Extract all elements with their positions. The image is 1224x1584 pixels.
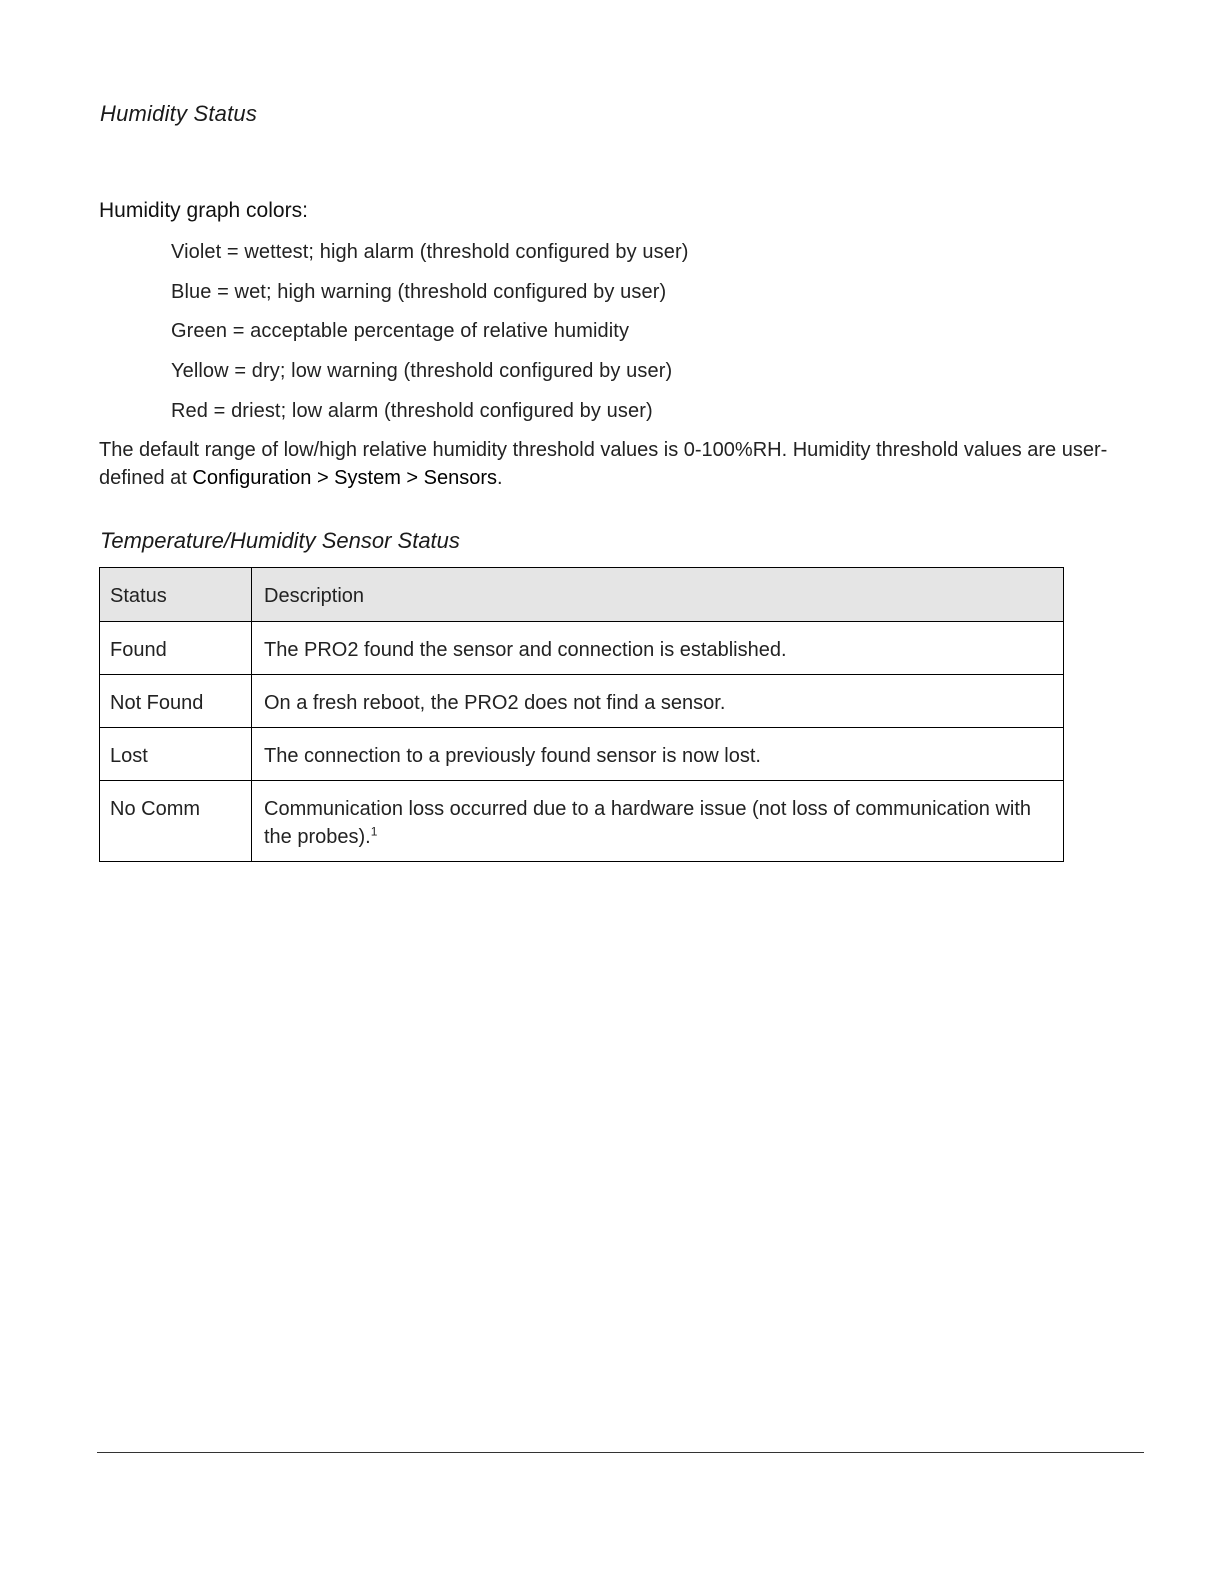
description-cell: The connection to a previously found sensor is now lost. bbox=[252, 728, 1064, 781]
table-row bbox=[100, 622, 1064, 675]
description-cell bbox=[252, 781, 1064, 862]
description-text: Communication loss occurred due to a hardware issue (not loss of communication with the probes). bbox=[264, 798, 1032, 848]
configuration-path: Configuration > System > Sensors bbox=[192, 466, 498, 489]
page-title: Humidity Status bbox=[100, 101, 258, 126]
footer-divider bbox=[97, 1452, 1144, 1453]
table-row bbox=[100, 781, 1064, 862]
color-legend-list bbox=[171, 238, 688, 436]
description-cell: On a fresh reboot, the PRO2 does not find a sensor. bbox=[252, 675, 1064, 728]
table-title: Temperature/Humidity Sensor Status bbox=[100, 528, 460, 553]
colors-heading: Humidity graph colors: bbox=[99, 199, 308, 222]
status-cell: Not Found bbox=[100, 675, 252, 728]
header-description: Description bbox=[252, 568, 1064, 622]
sensor-status-table bbox=[99, 567, 1064, 862]
color-item-red: Red = driest; low alarm (threshold configured by user) bbox=[171, 399, 653, 422]
status-cell: No Comm bbox=[100, 781, 252, 862]
table-row bbox=[100, 675, 1064, 728]
range-text-end: . bbox=[497, 466, 503, 489]
header-status: Status bbox=[100, 568, 252, 622]
color-item-violet: Violet = wettest; high alarm (threshold configured by user) bbox=[171, 241, 689, 263]
color-item-yellow: Yellow = dry; low warning (threshold configured by user) bbox=[171, 360, 673, 383]
range-text: The default range of low/high relative humidity threshold values is 0-100%RH. Humidity threshold values are user-defined at bbox=[99, 439, 1108, 489]
footnote-marker[interactable]: 1 bbox=[370, 824, 378, 839]
status-cell: Found bbox=[100, 622, 252, 675]
threshold-range-paragraph bbox=[99, 437, 1129, 492]
description-cell: The PRO2 found the sensor and connection is established. bbox=[252, 622, 1064, 675]
color-item-green: Green = acceptable percentage of relative humidity bbox=[171, 320, 630, 343]
table-header-row bbox=[100, 568, 1064, 622]
table-row bbox=[100, 728, 1064, 781]
color-item-blue: Blue = wet; high warning (threshold configured by user) bbox=[171, 280, 667, 303]
status-cell: Lost bbox=[100, 728, 252, 781]
